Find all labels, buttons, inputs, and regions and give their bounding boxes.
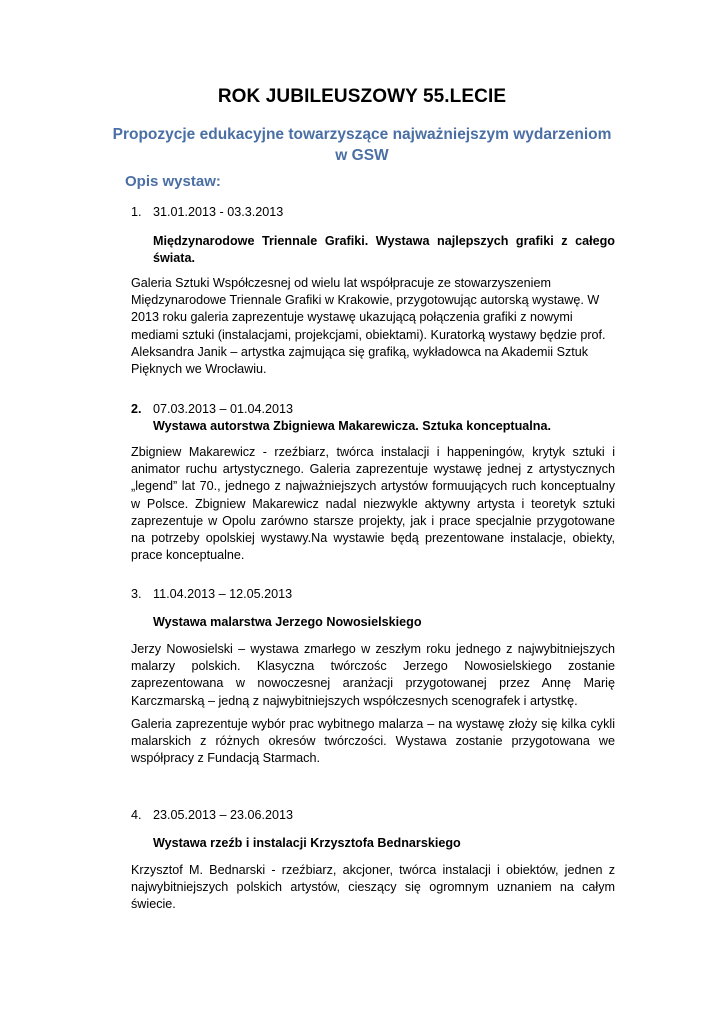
item-3-header: [131, 586, 292, 603]
item-2-number: 2.: [131, 402, 142, 416]
item-4-header: [131, 807, 293, 824]
item-3-title: Wystawa malarstwa Jerzego Nowosielskiego: [153, 615, 422, 629]
item-2-dates: 07.03.2013 – 01.04.2013: [153, 402, 294, 416]
item-2-header: [131, 401, 293, 418]
item-1-paragraph-1: [131, 275, 615, 378]
document-subtitle: [100, 124, 624, 166]
item-4-dates: 23.05.2013 – 23.06.2013: [153, 808, 294, 822]
item-2-title: Wystawa autorstwa Zbigniewa Makarewicza. Sztuka konceptualna.: [153, 419, 551, 433]
item-1-title: [153, 233, 615, 267]
item-3-paragraph-2: Galeria zaprezentuje wybór prac wybitnego malarza – na wystawę złoży się kilka cykli malarskich z różnych okresów twórczości. Wystawa zostanie przygotowana we współpracy z Fundacją Starmach.: [131, 717, 615, 766]
item-4-paragraph-1: Krzysztof M. Bednarski - rzeźbiarz, akcjoner, twórca instalacji i obiektów, jednen z najwybitniejszych polskich artystów, cieszący się ogromnym uznaniem na całym świecie.: [131, 863, 615, 912]
item-4-title: Wystawa rzeźb i instalacji Krzysztofa Bednarskiego: [153, 836, 461, 850]
document-title: ROK JUBILEUSZOWY 55.LECIE: [217, 86, 507, 107]
item-2-paragraph-1: Zbigniew Makarewicz - rzeźbiarz, twórca instalacji i happeningów, krytyk sztuki i animator ruchu artystycznego. Galeria zaprezentuje wystawę jednej z artystycznych „legend” lat 70., jednego z najważniejszych artystów formuujących ruch konceptualny w Polsce. Zbigniew Makarewicz nadal niezwykle aktywny artysta i teoretyk sztuki zaprezentuje w Opolu zarówno starsze projekty, jak i prace specjalnie przygotowane na potrzeby opolskiej wystawy.Na wystawie będą prezentowane instalacje, obiekty, prace konceptualne.: [131, 445, 615, 563]
section-heading: Opis wystaw:: [125, 173, 221, 190]
subtitle-line-2: w GSW: [335, 147, 389, 164]
subtitle-line-1: Propozycje edukacyjne towarzyszące najważniejszym wydarzeniom: [112, 126, 612, 143]
item-1-header: [131, 204, 283, 221]
item-3-number: 3.: [131, 587, 142, 601]
item-1-title-rest: . Wystawa najlepszych grafiki z całego świata.: [153, 234, 616, 265]
item-4-number: 4.: [131, 808, 142, 822]
item-3-paragraph-1: Jerzy Nowosielski – wystawa zmarłego w zeszłym roku jednego z najwybitniejszych malarzy polskich. Klasyczna twórczośc Jerzego Nowosielskiego zostanie zaprezentowana w nowoczesnej aranżacji przygotowanej przez Annę Marię Karczmarską – jedną z najwybitniejszych współczesnych scenografek i artystkę.: [131, 642, 615, 708]
item-1-paragraph-1-text: Galeria Sztuki Współczesnej od wielu lat współpracuje ze stowarzyszeniem Międzynarodowe Triennale Grafiki w Krakowie, przygotowując autorską wystawę. W 2013 roku galeria zaprezentuje wystawę ukazującą połączenia grafiki z nowymi mediami sztuki (instalacjami, projekcjami, obiektami). Kuratorką wystawy będzie prof. Aleksandra Janik – artystka zajmująca się grafiką, wykładowca na Akademii Sztuk Pięknych we Wrocławiu.: [131, 276, 606, 377]
item-1-title-bold: Międzynarodowe Triennale Grafiki: [153, 234, 365, 248]
item-1-dates: 31.01.2013 - 03.3.2013: [153, 205, 284, 219]
item-1-number: 1.: [131, 205, 142, 219]
item-3-dates: 11.04.2013 – 12.05.2013: [153, 587, 293, 601]
